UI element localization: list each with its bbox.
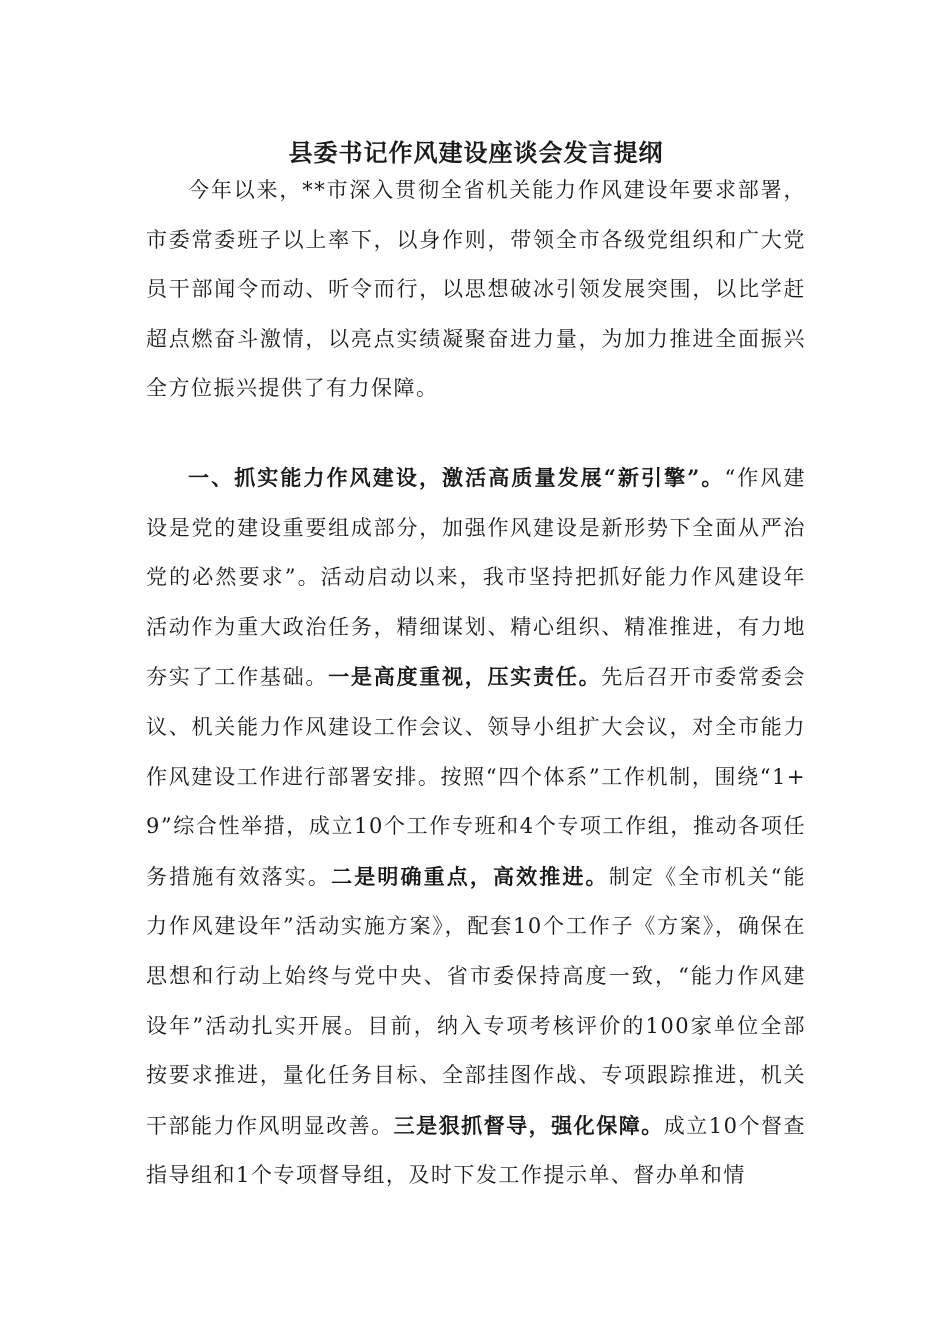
section-1-paragraph <box>146 453 806 1201</box>
intro-paragraph: 今年以来，**市深入贯彻全省机关能力作风建设年要求部署，市委常委班子以上率下，以身作则，带领全市各级党组织和广大党员干部闻令而动、听令而行，以思想破冰引领发展突围，以比学赶超点燃奋斗激情，以亮点实绩凝聚奋进力量，为加力推进全面振兴全方位振兴提供了有力保障。 <box>146 178 806 401</box>
section-1-text-2: 先后召开市委常委会议、机关能力作风建设工作会议、领导小组扩大会议，对全市能力作风建设工作进行部署安排。按照“四个体系”工作机制，围绕“1+9”综合性举措，成立10个工作专班和4个专项工作组，推动各项任务措施有效落实。 <box>146 665 807 889</box>
point-1-heading: 一是高度重视，压实责任。 <box>328 664 602 690</box>
document-title: 县委书记作风建设座谈会发言提纲 <box>288 138 664 167</box>
section-1-text-4: 成立10个督查指导组和1个专项督导组，及时下发工作提示单、督办单和情 <box>146 1113 807 1188</box>
section-1-text-1: “作风建设是党的建设重要组成部分，加强作风建设是新形势下全面从严治党的必然要求”。活动启动以来，我市坚持把抓好能力作风建设年活动作为重大政治任务，精细谋划、精心组织、精准推进，有力地夯实了工作基础。 <box>146 466 806 690</box>
point-3-heading: 三是狠抓督导，强化保障。 <box>393 1112 664 1138</box>
section-1-heading: 一、抓实能力作风建设，激活高质量发展“新引擎”。 <box>188 465 725 490</box>
point-2-heading: 二是明确重点，高效推进。 <box>331 863 609 889</box>
section-1-text-3: 制定《全市机关“能力作风建设年”活动实施方案》，配套10个工作子《方案》，确保在思想和行动上始终与党中央、省市委保持高度一致，“能力作风建设年”活动扎实开展。目前，纳入专项考核评价的100家单位全部按要求推进，量化任务目标、全部挂图作战、专项跟踪推进，机关干部能力作风明显改善。 <box>146 864 806 1138</box>
